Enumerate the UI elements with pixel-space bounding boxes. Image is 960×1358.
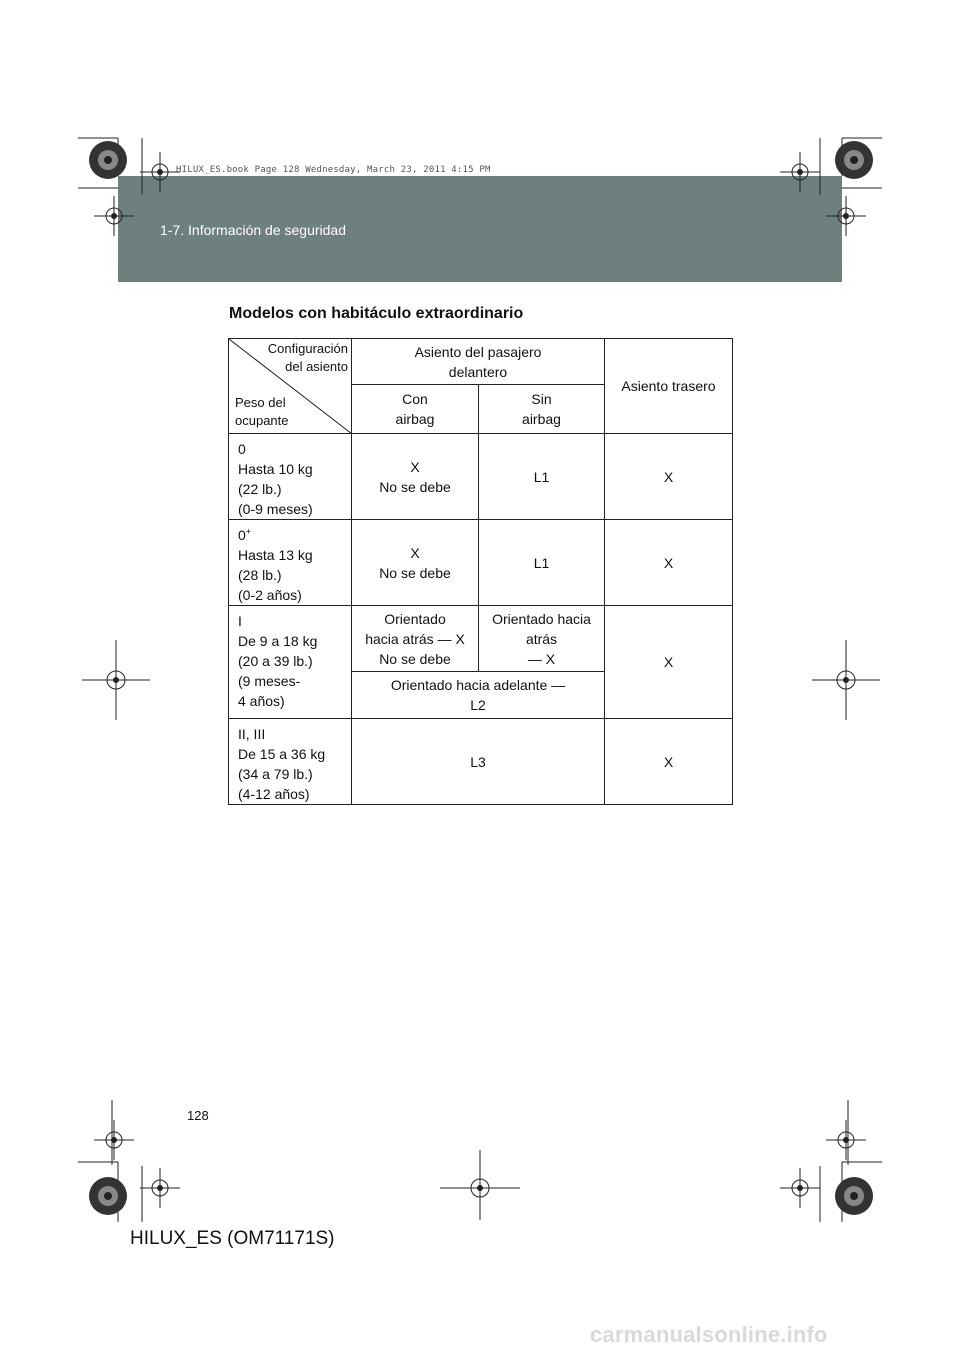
rear-seat-value: X: [605, 520, 733, 606]
without-airbag-value: Orientado hacia atrás — X: [479, 606, 605, 672]
weight-group-cell: [229, 606, 352, 719]
weight-group-cell: [229, 520, 352, 606]
weight-group-cell: [229, 719, 352, 805]
with-airbag-value: X No se debe: [352, 520, 479, 606]
rear-seat-value: X: [605, 719, 733, 805]
with-airbag-value: X No se debe: [352, 434, 479, 520]
weight-range: Hasta 13 kg (28 lb.) (0-2 años): [238, 547, 313, 603]
manual-model-id: HILUX_ES (OM71171S): [130, 1228, 335, 1249]
child-seat-table: [228, 338, 733, 805]
front-forward-facing-value: Orientado hacia adelante — L2: [352, 672, 605, 719]
weight-range: Hasta 10 kg (22 lb.) (0-9 meses): [238, 461, 313, 517]
watermark: carmanualsonline.info: [590, 1322, 828, 1347]
section-title: 1-7. Información de seguridad: [160, 222, 346, 238]
weight-group-cell: [229, 434, 352, 520]
header-with-airbag: Con airbag: [352, 385, 479, 434]
without-airbag-value: L1: [479, 434, 605, 520]
book-stamp: HILUX_ES.book Page 128 Wednesday, March 23, 2011 4:15 PM: [176, 165, 491, 175]
weight-range: De 15 a 36 kg (34 a 79 lb.) (4-12 años): [238, 746, 326, 802]
weight-group-label: 0: [238, 441, 246, 457]
table-row: [229, 606, 733, 672]
table-row: [229, 719, 733, 805]
weight-range: De 9 a 18 kg (20 a 39 lb.) (9 meses- 4 años): [238, 633, 318, 709]
rear-seat-value: X: [605, 434, 733, 520]
header-seat-configuration: Configuración del asiento: [267, 341, 348, 374]
weight-group-label: I: [238, 613, 242, 629]
header-without-airbag: Sin airbag: [479, 385, 605, 434]
without-airbag-value: L1: [479, 520, 605, 606]
corner-header-cell: [229, 339, 352, 434]
page-number: 128: [187, 1108, 209, 1123]
table-row: [229, 434, 733, 520]
rear-seat-value: X: [605, 606, 733, 719]
weight-group-label: 0+: [238, 526, 252, 543]
table-heading: Modelos con habitáculo extraordinario: [229, 305, 524, 322]
table-row: [229, 520, 733, 606]
header-front-passenger-seat: Asiento del pasajero delantero: [352, 339, 605, 385]
weight-group-label: II, III: [238, 726, 266, 742]
header-occupant-weight: Peso del ocupante: [235, 395, 289, 428]
front-seat-value: L3: [352, 719, 605, 805]
header-rear-seat: Asiento trasero: [605, 339, 733, 434]
plus-superscript: +: [245, 526, 252, 537]
with-airbag-value: Orientado hacia atrás — X No se debe: [352, 606, 479, 672]
